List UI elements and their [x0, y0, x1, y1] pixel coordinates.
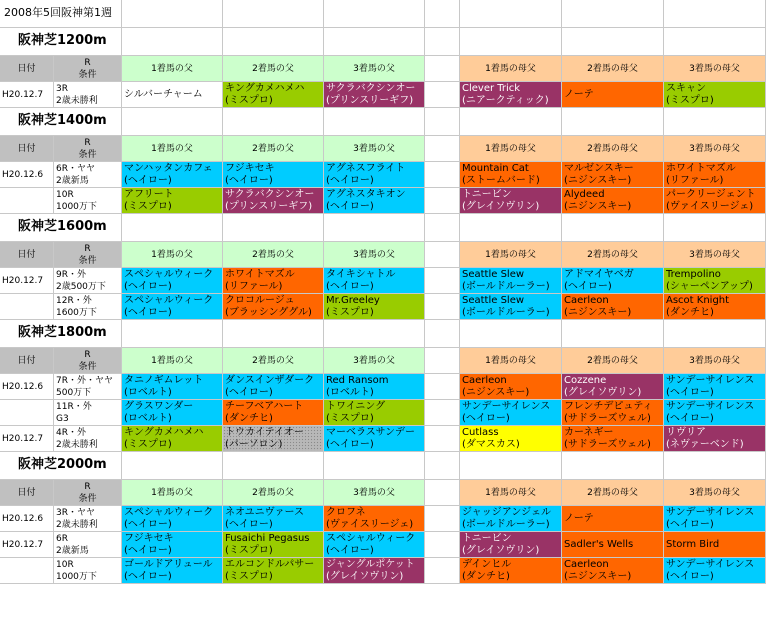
header-sire-2: 2着馬の父	[223, 480, 324, 506]
header-damsire-3: 3着馬の母父	[664, 56, 766, 82]
header-date: 日付	[0, 348, 54, 374]
section-title: 阪神芝1400m	[0, 108, 122, 136]
sire-cell: エルコンドルパサー (ミスプロ)	[223, 558, 324, 584]
race-date: H20.12.6	[0, 506, 54, 532]
empty-cell	[664, 108, 766, 136]
empty-cell	[122, 108, 223, 136]
race-condition: 9R・外 2歳500万下	[54, 268, 122, 294]
spacer-cell	[425, 400, 460, 426]
damsire-cell: Caerleon (ニジンスキー)	[460, 374, 562, 400]
empty-cell	[460, 0, 562, 28]
sire-cell: ダンスインザダーク (ヘイロー)	[223, 374, 324, 400]
empty-cell	[223, 214, 324, 242]
race-date	[0, 294, 54, 320]
damsire-cell: リヴリア (ネヴァーベンド)	[664, 426, 766, 452]
empty-cell	[324, 108, 425, 136]
sire-cell: トワイニング (ミスプロ)	[324, 400, 425, 426]
section-title: 阪神芝1800m	[0, 320, 122, 348]
race-date: H20.12.7	[0, 426, 54, 452]
empty-cell	[223, 108, 324, 136]
spacer-cell	[425, 506, 460, 532]
damsire-cell: デインヒル (ダンチヒ)	[460, 558, 562, 584]
empty-cell	[460, 28, 562, 56]
empty-cell	[562, 452, 664, 480]
damsire-cell: Cozzene (グレイソヴリン)	[562, 374, 664, 400]
sire-cell: サクラバクシンオー (プリンスリーギフ)	[324, 82, 425, 108]
header-race: R 条件	[54, 348, 122, 374]
header-date: 日付	[0, 56, 54, 82]
spacer-cell	[425, 294, 460, 320]
header-damsire-3: 3着馬の母父	[664, 348, 766, 374]
empty-cell	[562, 320, 664, 348]
sire-cell: アグネスタキオン (ヘイロー)	[324, 188, 425, 214]
sire-cell: グラスワンダー (ロベルト)	[122, 400, 223, 426]
empty-cell	[425, 0, 460, 28]
empty-cell	[425, 452, 460, 480]
race-date: H20.12.6	[0, 162, 54, 188]
empty-cell	[664, 320, 766, 348]
empty-cell	[324, 452, 425, 480]
sire-cell: トウカイテイオー (パーソロン)	[223, 426, 324, 452]
header-damsire-2: 2着馬の母父	[562, 480, 664, 506]
spacer-cell	[425, 82, 460, 108]
sire-cell: チーフベアハート (ダンチヒ)	[223, 400, 324, 426]
spacer-cell	[425, 242, 460, 268]
sire-cell: Red Ransom (ロベルト)	[324, 374, 425, 400]
damsire-cell: Caerleon (ニジンスキー)	[562, 558, 664, 584]
damsire-cell: Caerleon (ニジンスキー)	[562, 294, 664, 320]
race-date: H20.12.6	[0, 374, 54, 400]
damsire-cell: Seattle Slew (ボールドルーラー)	[460, 294, 562, 320]
header-date: 日付	[0, 136, 54, 162]
race-date: H20.12.7	[0, 82, 54, 108]
race-date	[0, 558, 54, 584]
header-sire-1: 1着馬の父	[122, 136, 223, 162]
damsire-cell: トニービン (グレイソヴリン)	[460, 532, 562, 558]
header-date: 日付	[0, 480, 54, 506]
race-condition: 4R・外 2歳未勝利	[54, 426, 122, 452]
sire-cell: クロフネ (ヴァイスリージェ)	[324, 506, 425, 532]
empty-cell	[460, 320, 562, 348]
header-sire-3: 3着馬の父	[324, 348, 425, 374]
header-sire-3: 3着馬の父	[324, 242, 425, 268]
sire-cell: クロコルージュ (ブラッシンググル)	[223, 294, 324, 320]
sire-cell: スペシャルウィーク (ヘイロー)	[122, 294, 223, 320]
empty-cell	[460, 452, 562, 480]
header-damsire-2: 2着馬の母父	[562, 348, 664, 374]
sire-cell: フジキセキ (ヘイロー)	[223, 162, 324, 188]
race-date	[0, 188, 54, 214]
damsire-cell: カーネギー (サドラーズウェル)	[562, 426, 664, 452]
empty-cell	[223, 452, 324, 480]
empty-cell	[664, 0, 766, 28]
damsire-cell: ホワイトマズル (リファール)	[664, 162, 766, 188]
damsire-cell: Trempolino (シャーペンアップ)	[664, 268, 766, 294]
damsire-cell: パークリージェント (ヴァイスリージェ)	[664, 188, 766, 214]
empty-cell	[460, 108, 562, 136]
race-condition: 11R・外 G3	[54, 400, 122, 426]
header-damsire-3: 3着馬の母父	[664, 242, 766, 268]
sire-cell: アフリート (ミスプロ)	[122, 188, 223, 214]
damsire-cell: スキャン (ミスプロ)	[664, 82, 766, 108]
race-condition: 3R・ヤヤ 2歳未勝利	[54, 506, 122, 532]
race-date: H20.12.7	[0, 268, 54, 294]
sire-cell: キングカメハメハ (ミスプロ)	[122, 426, 223, 452]
header-damsire-2: 2着馬の母父	[562, 56, 664, 82]
header-damsire-2: 2着馬の母父	[562, 136, 664, 162]
header-damsire-1: 1着馬の母父	[460, 242, 562, 268]
spacer-cell	[425, 268, 460, 294]
empty-cell	[562, 28, 664, 56]
header-damsire-2: 2着馬の母父	[562, 242, 664, 268]
sire-cell: マーベラスサンデー (ヘイロー)	[324, 426, 425, 452]
empty-cell	[562, 214, 664, 242]
header-damsire-3: 3着馬の母父	[664, 136, 766, 162]
damsire-cell: サンデーサイレンス (ヘイロー)	[664, 558, 766, 584]
sire-cell: ゴールドアリュール (ヘイロー)	[122, 558, 223, 584]
empty-cell	[664, 214, 766, 242]
spacer-cell	[425, 162, 460, 188]
race-condition: 3R 2歳未勝利	[54, 82, 122, 108]
spacer-cell	[425, 426, 460, 452]
damsire-cell: サンデーサイレンス (ヘイロー)	[664, 400, 766, 426]
sire-cell: タイキシャトル (ヘイロー)	[324, 268, 425, 294]
header-sire-2: 2着馬の父	[223, 136, 324, 162]
spacer-cell	[425, 532, 460, 558]
empty-cell	[324, 0, 425, 28]
empty-cell	[223, 320, 324, 348]
sire-cell: ホワイトマズル (リファール)	[223, 268, 324, 294]
empty-cell	[562, 108, 664, 136]
damsire-cell: Ascot Knight (ダンチヒ)	[664, 294, 766, 320]
damsire-cell: アドマイヤベガ (ヘイロー)	[562, 268, 664, 294]
header-damsire-1: 1着馬の母父	[460, 136, 562, 162]
sire-cell: キングカメハメハ (ミスプロ)	[223, 82, 324, 108]
empty-cell	[122, 28, 223, 56]
damsire-cell: Sadler's Wells	[562, 532, 664, 558]
race-condition: 7R・外・ヤヤ 500万下	[54, 374, 122, 400]
empty-cell	[425, 28, 460, 56]
damsire-cell: サンデーサイレンス (ヘイロー)	[664, 506, 766, 532]
empty-cell	[324, 28, 425, 56]
header-race: R 条件	[54, 56, 122, 82]
header-damsire-1: 1着馬の母父	[460, 348, 562, 374]
damsire-cell: Cutlass (ダマスカス)	[460, 426, 562, 452]
spacer-cell	[425, 188, 460, 214]
header-damsire-3: 3着馬の母父	[664, 480, 766, 506]
empty-cell	[324, 320, 425, 348]
empty-cell	[122, 452, 223, 480]
damsire-cell: ノーテ	[562, 82, 664, 108]
race-date: H20.12.7	[0, 532, 54, 558]
empty-cell	[223, 28, 324, 56]
race-condition: 12R・外 1600万下	[54, 294, 122, 320]
empty-cell	[324, 214, 425, 242]
header-sire-1: 1着馬の父	[122, 348, 223, 374]
race-condition: 6R 2歳新馬	[54, 532, 122, 558]
race-date	[0, 400, 54, 426]
sire-cell: スペシャルウィーク (ヘイロー)	[122, 506, 223, 532]
sire-cell: スペシャルウィーク (ヘイロー)	[122, 268, 223, 294]
empty-cell	[122, 0, 223, 28]
header-sire-3: 3着馬の父	[324, 136, 425, 162]
race-condition: 10R 1000万下	[54, 188, 122, 214]
empty-cell	[425, 214, 460, 242]
header-race: R 条件	[54, 480, 122, 506]
damsire-cell: フレンチデピュティ (サドラーズウェル)	[562, 400, 664, 426]
empty-cell	[425, 320, 460, 348]
damsire-cell: サンデーサイレンス (ヘイロー)	[460, 400, 562, 426]
header-race: R 条件	[54, 136, 122, 162]
sire-cell: ネオユニヴァース (ヘイロー)	[223, 506, 324, 532]
spacer-cell	[425, 56, 460, 82]
section-title: 阪神芝1600m	[0, 214, 122, 242]
race-condition: 10R 1000万下	[54, 558, 122, 584]
empty-cell	[664, 452, 766, 480]
empty-cell	[562, 0, 664, 28]
header-sire-1: 1着馬の父	[122, 480, 223, 506]
header-date: 日付	[0, 242, 54, 268]
header-sire-1: 1着馬の父	[122, 56, 223, 82]
damsire-cell: Mountain Cat (ストームバード)	[460, 162, 562, 188]
header-damsire-1: 1着馬の母父	[460, 56, 562, 82]
damsire-cell: Clever Trick (ニアークティック)	[460, 82, 562, 108]
sire-cell: アグネスフライト (ヘイロー)	[324, 162, 425, 188]
sire-cell: Fusaichi Pegasus (ミスプロ)	[223, 532, 324, 558]
damsire-cell: マルゼンスキー (ニジンスキー)	[562, 162, 664, 188]
damsire-cell: Storm Bird	[664, 532, 766, 558]
damsire-cell: Alydeed (ニジンスキー)	[562, 188, 664, 214]
spacer-cell	[425, 558, 460, 584]
empty-cell	[664, 28, 766, 56]
empty-cell	[425, 108, 460, 136]
sire-cell: サクラバクシンオー (プリンスリーギフ)	[223, 188, 324, 214]
sire-cell: Mr.Greeley (ミスプロ)	[324, 294, 425, 320]
damsire-cell: トニービン (グレイソヴリン)	[460, 188, 562, 214]
header-sire-1: 1着馬の父	[122, 242, 223, 268]
sire-cell: シルバーチャーム	[122, 82, 223, 108]
header-sire-3: 3着馬の父	[324, 56, 425, 82]
sire-cell: フジキセキ (ヘイロー)	[122, 532, 223, 558]
damsire-cell: サンデーサイレンス (ヘイロー)	[664, 374, 766, 400]
section-title: 阪神芝1200m	[0, 28, 122, 56]
header-damsire-1: 1着馬の母父	[460, 480, 562, 506]
header-sire-3: 3着馬の父	[324, 480, 425, 506]
sire-cell: タニノギムレット (ロベルト)	[122, 374, 223, 400]
empty-cell	[223, 0, 324, 28]
sire-cell: ジャングルポケット (グレイソヴリン)	[324, 558, 425, 584]
header-sire-2: 2着馬の父	[223, 242, 324, 268]
spacer-cell	[425, 136, 460, 162]
spacer-cell	[425, 374, 460, 400]
spacer-cell	[425, 480, 460, 506]
header-sire-2: 2着馬の父	[223, 56, 324, 82]
damsire-cell: Seattle Slew (ボールドルーラー)	[460, 268, 562, 294]
sire-cell: スペシャルウィーク (ヘイロー)	[324, 532, 425, 558]
sire-cell: マンハッタンカフェ (ヘイロー)	[122, 162, 223, 188]
damsire-cell: ジャッジアンジェル (ボールドルーラー)	[460, 506, 562, 532]
empty-cell	[460, 214, 562, 242]
sheet-title: 2008年5回阪神第1週	[0, 0, 122, 28]
damsire-cell: ノーテ	[562, 506, 664, 532]
spacer-cell	[425, 348, 460, 374]
empty-cell	[122, 320, 223, 348]
empty-cell	[122, 214, 223, 242]
header-race: R 条件	[54, 242, 122, 268]
section-title: 阪神芝2000m	[0, 452, 122, 480]
header-sire-2: 2着馬の父	[223, 348, 324, 374]
race-condition: 6R・ヤヤ 2歳新馬	[54, 162, 122, 188]
